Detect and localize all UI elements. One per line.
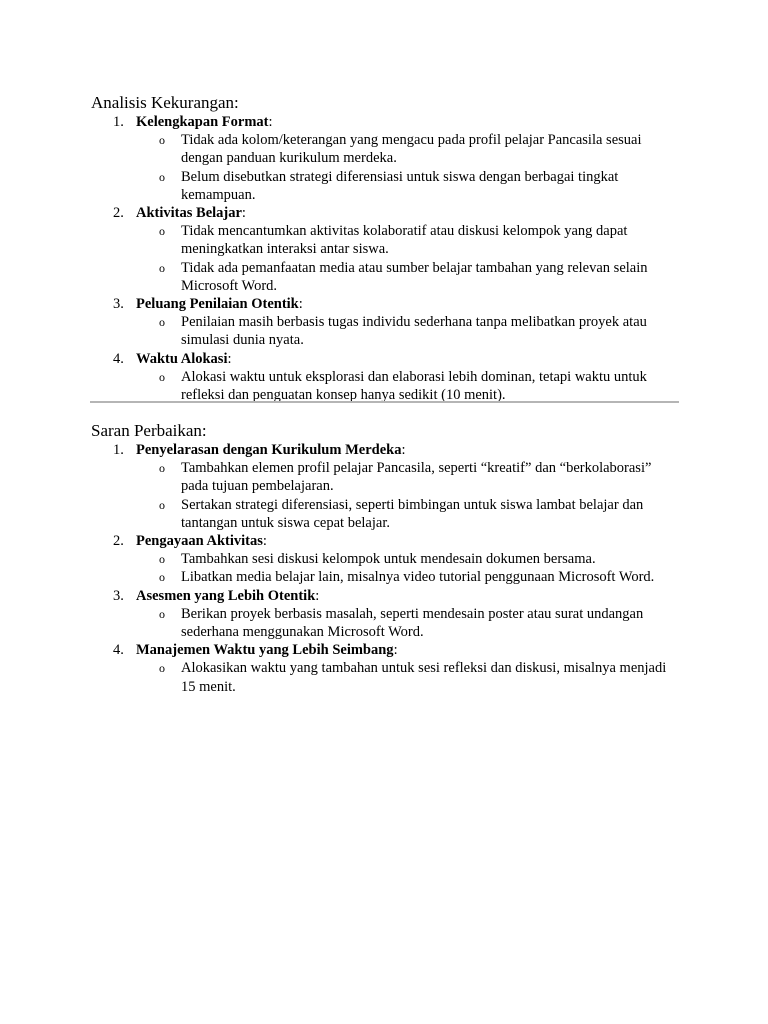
title-colon: : (241, 205, 246, 222)
sub-list (136, 131, 678, 204)
saran-item-1 (91, 441, 679, 532)
sub-list-item (136, 550, 678, 568)
item-number: 4. (113, 642, 124, 659)
saran-item-4 (91, 641, 679, 696)
item-title: Asesmen yang Lebih Otentik (136, 587, 316, 604)
item-title: Penyelarasan dengan Kurikulum Merdeka (136, 442, 402, 458)
sub-list (136, 550, 678, 586)
analisis-item-3 (91, 295, 679, 350)
analisis-item-4 (91, 350, 679, 405)
sub-item-text: Tidak mencantumkan aktivitas kolaboratif atau diskusi kelompok yang dapat meningkatkan interaksi antar siswa. (181, 223, 628, 258)
analisis-item-1 (91, 113, 679, 204)
sub-item-text: Libatkan media belajar lain, misalnya video tutorial penggunaan Microsoft Word. (181, 569, 655, 586)
analisis-section (91, 93, 679, 404)
title-colon: : (262, 533, 267, 550)
sub-list-item (136, 459, 678, 495)
item-number: 1. (113, 114, 124, 130)
title-colon: : (393, 642, 398, 659)
title-colon: : (315, 587, 320, 604)
saran-item-2 (91, 532, 679, 587)
sub-list-item (136, 659, 678, 695)
item-title: Manajemen Waktu yang Lebih Seimbang (136, 642, 394, 659)
sub-list-item (136, 131, 678, 167)
bullet-icon: o (159, 315, 165, 330)
sub-list (136, 459, 678, 532)
sub-item-text: Sertakan strategi diferensiasi, seperti bimbingan untuk siswa lambat belajar dan tantangan untuk siswa cepat belajar. (181, 496, 644, 531)
title-colon: : (401, 442, 406, 458)
sub-list-item (136, 368, 678, 404)
sub-list-item (136, 259, 678, 295)
item-number: 4. (113, 350, 124, 367)
item-title: Pengayaan Aktivitas (136, 533, 263, 550)
sub-item-text: Berikan proyek berbasis masalah, seperti mendesain poster atau surat undangan sederhana menggunakan Microsoft Word. (181, 605, 644, 641)
analisis-list (91, 113, 679, 404)
sub-list (136, 222, 678, 295)
saran-list (91, 441, 679, 696)
sub-list (136, 605, 678, 641)
title-colon: : (268, 114, 273, 130)
sub-item-text: Alokasikan waktu yang tambahan untuk sesi refleksi dan diskusi, misalnya menjadi 15 menit. (181, 660, 667, 695)
item-number: 3. (113, 587, 124, 604)
sub-list-item (136, 168, 678, 204)
horizontal-divider (90, 401, 679, 403)
saran-section (91, 421, 679, 696)
item-number: 2. (113, 533, 124, 550)
item-number: 2. (113, 205, 124, 222)
item-title: Waktu Alokasi (136, 350, 228, 367)
bullet-icon: o (159, 169, 165, 184)
sub-list-item (136, 496, 678, 532)
sub-list-item (136, 568, 678, 586)
saran-heading: Saran Perbaikan: (91, 421, 207, 440)
sub-list-item (136, 605, 678, 641)
bullet-icon: o (159, 461, 165, 476)
bullet-icon: o (159, 552, 165, 567)
sub-item-text: Belum disebutkan strategi diferensiasi untuk siswa dengan berbagai tingkat kemampuan. (181, 168, 619, 203)
item-title: Peluang Penilaian Otentik (136, 296, 299, 313)
sub-item-text: Tidak ada pemanfaatan media atau sumber belajar tambahan yang relevan selain Microsoft Word. (181, 259, 648, 294)
bullet-icon: o (159, 606, 165, 621)
sub-item-text: Tambahkan sesi diskusi kelompok untuk mendesain dokumen bersama. (181, 551, 596, 568)
analisis-heading: Analisis Kekurangan: (91, 93, 239, 112)
sub-list (136, 659, 678, 695)
sub-item-text: Penilaian masih berbasis tugas individu sederhana tanpa melibatkan proyek atau simulasi dunia nyata. (181, 314, 647, 349)
title-colon: : (298, 296, 303, 313)
bullet-icon: o (159, 260, 165, 275)
bullet-icon: o (159, 224, 165, 239)
sub-list-item (136, 222, 678, 258)
item-number: 1. (113, 442, 124, 458)
bullet-icon: o (159, 497, 165, 512)
item-title: Aktivitas Belajar (136, 205, 242, 222)
bullet-icon: o (159, 661, 165, 676)
title-colon: : (227, 350, 232, 367)
bullet-icon: o (159, 369, 165, 384)
bullet-icon: o (159, 133, 165, 148)
analisis-item-2 (91, 204, 679, 295)
sub-list (136, 368, 678, 404)
bullet-icon: o (159, 570, 165, 585)
sub-item-text: Alokasi waktu untuk eksplorasi dan elaborasi lebih dominan, tetapi waktu untuk refleksi dan penguatan konsep hanya sedikit (10 menit). (181, 368, 647, 404)
item-number: 3. (113, 296, 124, 313)
sub-item-text: Tidak ada kolom/keterangan yang mengacu pada profil pelajar Pancasila sesuai dengan panduan kurikulum merdeka. (181, 132, 642, 167)
sub-item-text: Tambahkan elemen profil pelajar Pancasila, seperti “kreatif” dan “berkolaborasi” pada tujuan pembelajaran. (181, 460, 652, 495)
sub-list (136, 313, 678, 349)
saran-item-3 (91, 587, 679, 642)
sub-list-item (136, 313, 678, 349)
item-title: Kelengkapan Format (136, 114, 269, 130)
